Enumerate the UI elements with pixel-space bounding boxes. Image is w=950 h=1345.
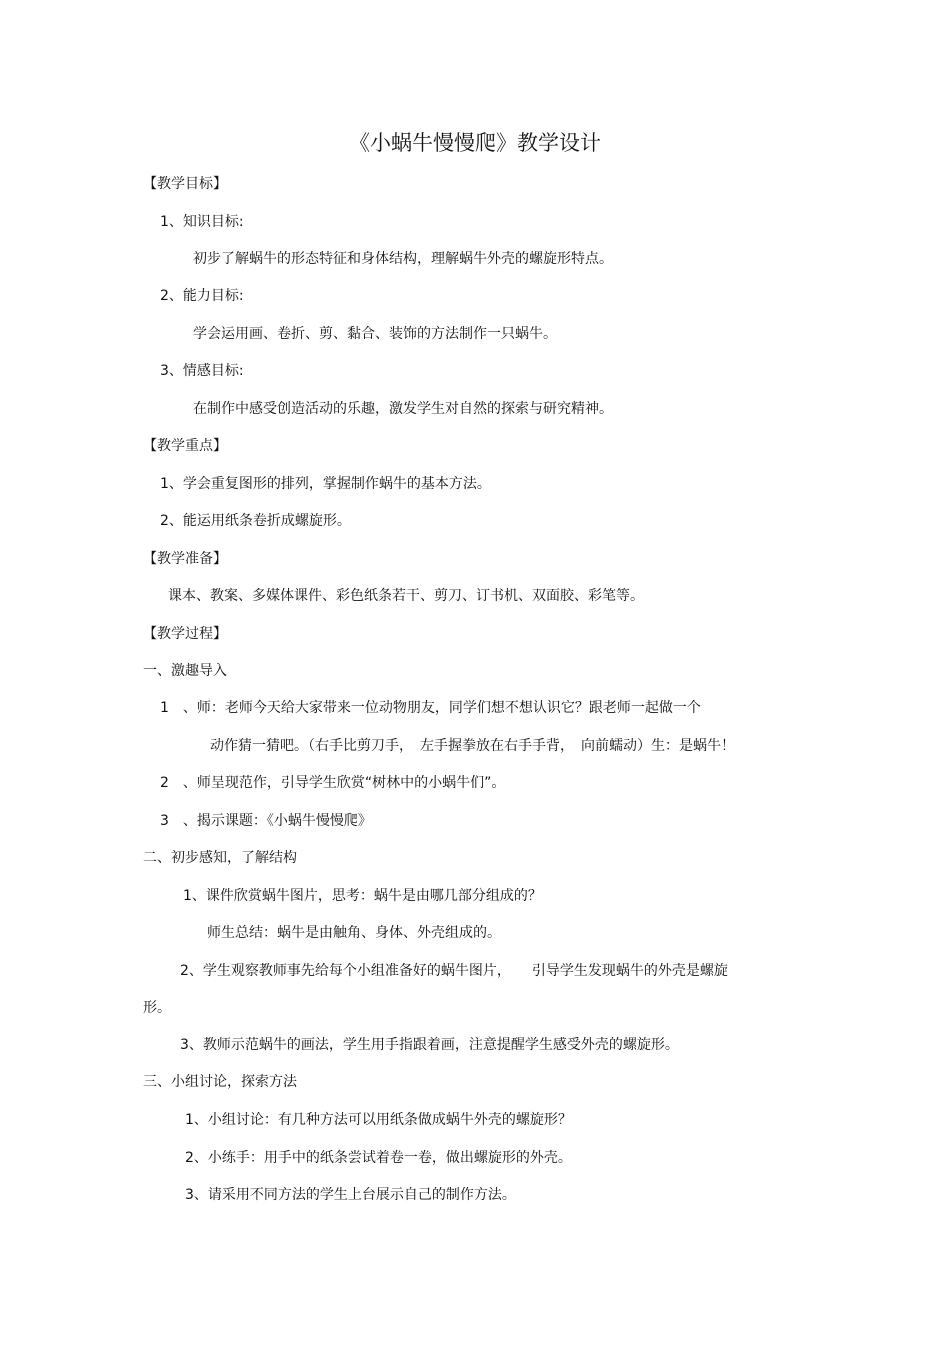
process-2-step-2: 2、学生观察教师事先给每个小组准备好的蜗牛图片， 引导学生发现蜗牛的外壳是螺旋 — [180, 963, 728, 979]
section-heading-process: 【教学过程】 — [143, 626, 227, 642]
objective-knowledge-heading: 1、知识目标: — [160, 214, 244, 230]
process-1-step-1: 1 、师：老师今天给大家带来一位动物朋友，同学们想不想认识它？跟老师一起做一个 — [160, 700, 701, 716]
process-1-step-3: 3 、揭示课题：《小蜗牛慢慢爬》 — [160, 813, 372, 829]
process-2-step-1: 1、课件欣赏蜗牛图片，思考：蜗牛是由哪几部分组成的？ — [183, 888, 542, 904]
process-part-1-heading: 一、激趣导入 — [143, 663, 227, 679]
process-part-2-heading: 二、初步感知，了解结构 — [143, 850, 297, 866]
section-heading-objectives: 【教学目标】 — [143, 176, 227, 192]
objective-ability-text: 学会运用画、卷折、剪、黏合、装饰的方法制作一只蜗牛。 — [193, 326, 557, 342]
objective-emotion-text: 在制作中感受创造活动的乐趣，激发学生对自然的探索与研究精神。 — [193, 401, 613, 417]
process-1-step-2: 2 、师呈现范作，引导学生欣赏“树林中的小蜗牛们”。 — [160, 775, 506, 791]
process-3-step-1: 1、小组讨论：有几种方法可以用纸条做成蜗牛外壳的螺旋形？ — [185, 1112, 572, 1128]
process-part-3-heading: 三、小组讨论，探索方法 — [143, 1074, 297, 1090]
process-2-step-3: 3、教师示范蜗牛的画法，学生用手指跟着画，注意提醒学生感受外壳的螺旋形。 — [180, 1037, 679, 1053]
process-1-step-1-cont: 动作猜一猜吧。（右手比剪刀手， 左手握拳放在右手手背， 向前蠕动）生：是蜗牛！ — [210, 738, 735, 754]
objective-ability-heading: 2、能力目标: — [160, 288, 244, 304]
section-heading-key-points: 【教学重点】 — [143, 438, 227, 454]
objective-emotion-heading: 3、情感目标: — [160, 363, 244, 379]
objective-knowledge-text: 初步了解蜗牛的形态特征和身体结构，理解蜗牛外壳的螺旋形特点。 — [193, 251, 613, 267]
preparation-text: 课本、教案、多媒体课件、彩色纸条若干、剪刀、订书机、双面胶、彩笔等。 — [168, 588, 644, 604]
document-title: 《小蜗牛慢慢爬》教学设计 — [349, 131, 601, 155]
section-heading-preparation: 【教学准备】 — [143, 551, 227, 567]
process-3-step-2: 2、小练手：用手中的纸条尝试着卷一卷，做出螺旋形的外壳。 — [185, 1150, 572, 1166]
key-point-2: 2、能运用纸条卷折成螺旋形。 — [160, 513, 351, 529]
process-2-summary: 师生总结：蜗牛是由触角、身体、外壳组成的。 — [207, 925, 501, 941]
key-point-1: 1、学会重复图形的排列，掌握制作蜗牛的基本方法。 — [160, 476, 491, 492]
process-2-step-2-cont: 形。 — [143, 1000, 171, 1016]
process-3-step-3: 3、请采用不同方法的学生上台展示自己的制作方法。 — [185, 1187, 516, 1203]
